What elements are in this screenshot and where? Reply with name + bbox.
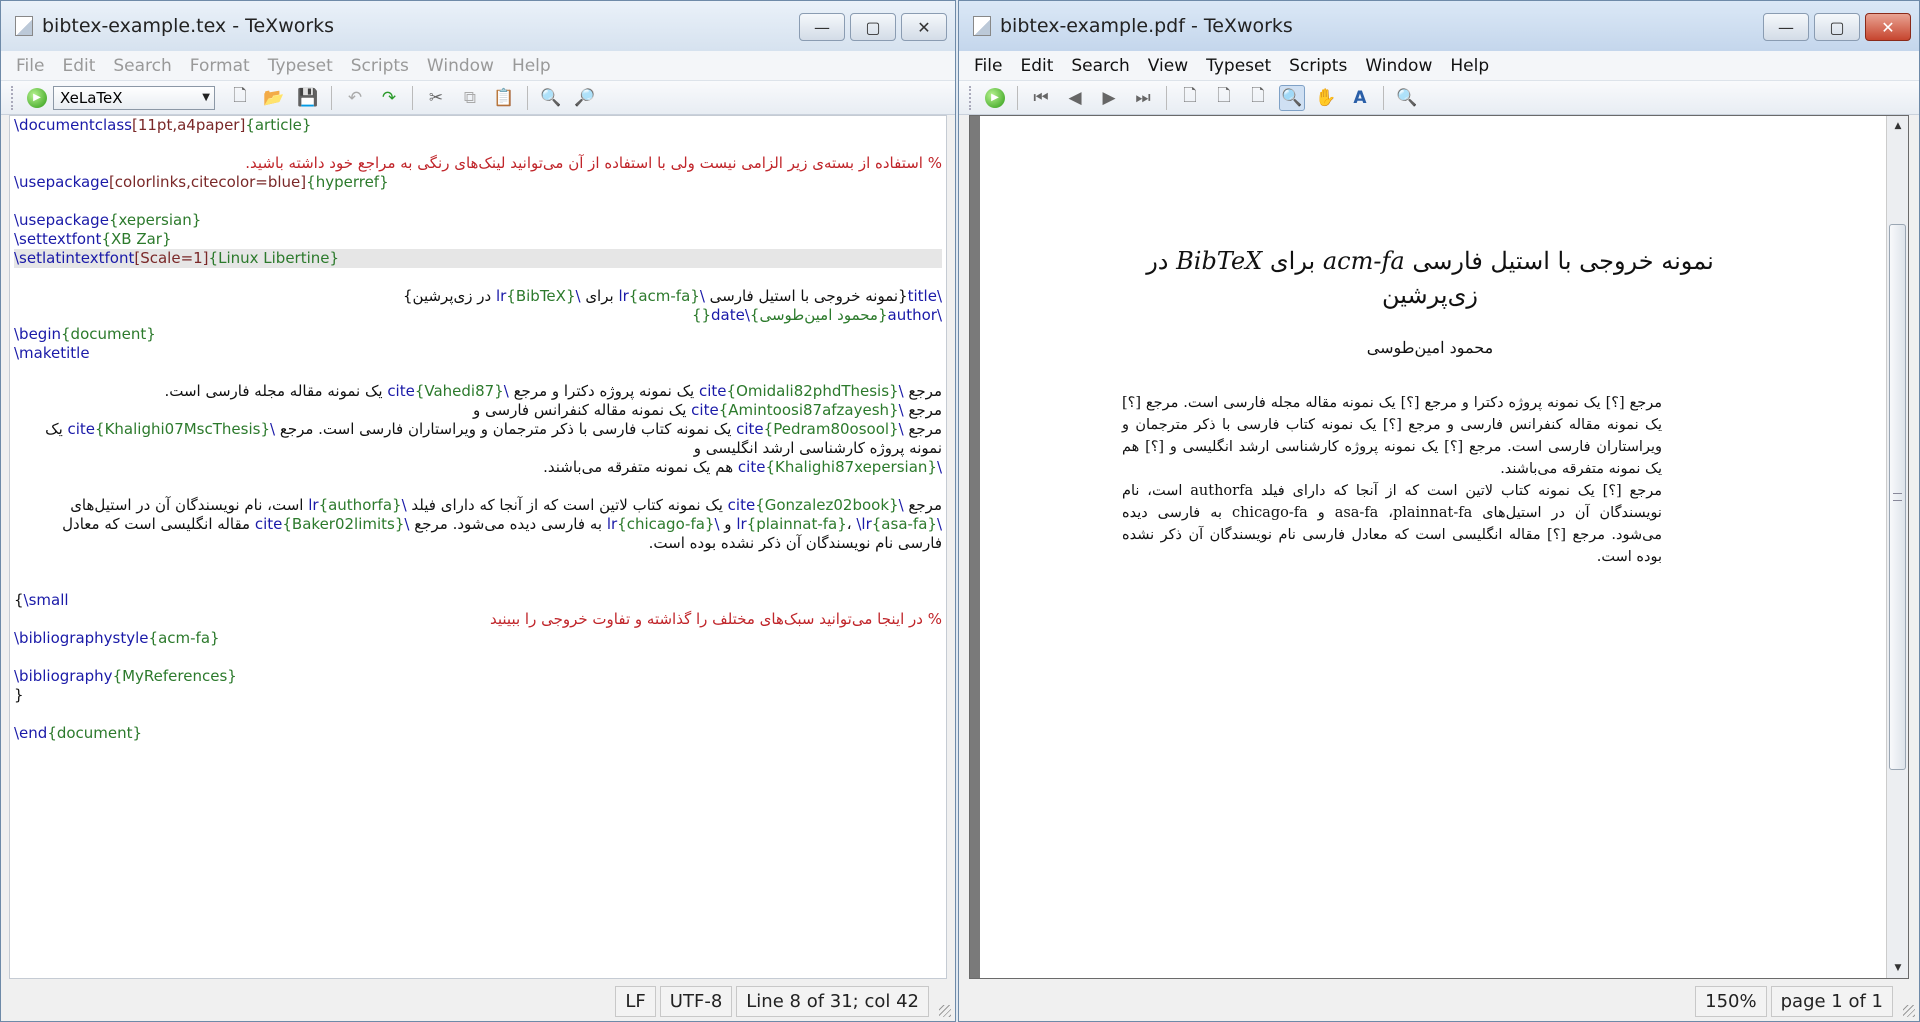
- next-page-icon[interactable]: ▶: [1102, 87, 1116, 108]
- texworks-pdf-icon: [973, 16, 991, 36]
- previous-page-icon[interactable]: ◀: [1068, 87, 1082, 108]
- source-line[interactable]: \bibliographystyle{acm-fa}: [14, 629, 220, 647]
- source-line[interactable]: \title{نمونه خروجی با استیل فارسی \lr{acm-fa} برای \lr{BibTeX} در زی‌پرشین}: [403, 287, 942, 305]
- viewer-menu-search[interactable]: Search: [1071, 55, 1130, 76]
- source-line[interactable]: \bibliography{MyReferences}: [14, 667, 237, 685]
- engine-select[interactable]: [53, 86, 215, 110]
- source-line[interactable]: مرجع \cite{Gonzalez02book} یک نمونه کتاب لاتین است که از آنجا که دارای فیلد \lr{authorfa} است، نام نویسندگان آن در استیل‌های: [70, 496, 942, 514]
- find-icon[interactable]: 🔍: [1396, 87, 1418, 108]
- source-line[interactable]: مرجع \cite{Pedram80osool} یک نمونه کتاب فارسی با ذکر مترجمان و ویراستاران فارسی است. مرجع \cite{Khalighi07MscThesis} یک: [45, 420, 942, 438]
- fit-window-icon[interactable]: 🗋: [1251, 86, 1265, 106]
- typeset-play-icon[interactable]: ▶: [985, 88, 1005, 108]
- editor-toolbar: [1, 81, 955, 115]
- source-line[interactable]: [14, 572, 942, 591]
- encoding-status[interactable]: UTF-8: [660, 986, 732, 1017]
- toolbar-separator: [412, 86, 413, 110]
- find-icon[interactable]: 🔍: [540, 87, 562, 108]
- source-line[interactable]: {\small: [14, 591, 69, 609]
- actual-size-icon[interactable]: 🗋: [1183, 86, 1197, 106]
- viewer-menu-view[interactable]: View: [1147, 55, 1189, 76]
- source-line[interactable]: \cite{Khalighi87xepersian} هم یک نمونه متفرقه می‌باشند.: [543, 458, 942, 476]
- replace-icon[interactable]: 🔎: [574, 87, 596, 108]
- editor-menubar: [1, 51, 955, 81]
- source-line[interactable]: % در اینجا می‌توانید سبک‌های مختلف را گذاشته و تفاوت خروجی را ببینید: [490, 610, 942, 628]
- source-line[interactable]: [14, 192, 942, 211]
- source-editor[interactable]: [9, 115, 947, 979]
- toolbar-separator: [1166, 86, 1167, 110]
- viewer-close-button[interactable]: ✕: [1865, 13, 1911, 41]
- toolbar-separator: [1017, 86, 1018, 110]
- source-line[interactable]: % استفاده از بسته‌ی زیر الزامی نیست ولی با استفاده از آن می‌توانید لینک‌های رنگی به مراجع خود داشته باشید.: [245, 154, 942, 172]
- scroll-down-icon[interactable]: ▼: [1894, 963, 1902, 973]
- toolbar-separator: [1383, 86, 1384, 110]
- chevron-down-icon: ▼: [202, 92, 210, 103]
- pdf-document-title: [1130, 244, 1730, 312]
- last-page-icon[interactable]: ⏭: [1135, 87, 1151, 108]
- undo-icon[interactable]: ↶: [347, 87, 363, 108]
- hand-scroll-icon[interactable]: ✋: [1315, 87, 1337, 108]
- source-line[interactable]: فارسی نام نویسندگان آن ذکر نشده بوده است.: [648, 534, 942, 552]
- pdf-title-prefix: نمونه خروجی با استیل فارسی: [1404, 247, 1714, 275]
- toolbar-separator: [527, 86, 528, 110]
- source-line[interactable]: \lr{plainnat-fa}، \lr{asa-fa} و \lr{chicago-fa} به فارسی دیده می‌شود. مرجع \cite{Baker02limits} مقاله انگلیسی است که معادل: [62, 515, 942, 533]
- source-line[interactable]: \setlatintextfont[Scale=1]{Linux Libertine}: [14, 249, 942, 268]
- editor-window-title: bibtex-example.tex - TeXworks: [42, 15, 335, 37]
- source-line[interactable]: \settextfont{XB Zar}: [14, 230, 172, 248]
- paste-icon[interactable]: 📋: [493, 87, 515, 108]
- source-line[interactable]: مرجع \cite{Omidali82phdThesis} یک نمونه پروژه دکترا و مرجع \cite{Vahedi87} یک نمونه مقاله مجله فارسی است.: [164, 382, 942, 400]
- editor-menu-typeset[interactable]: Typeset: [267, 55, 333, 76]
- line-ending-status[interactable]: LF: [615, 986, 655, 1017]
- page-number-status[interactable]: page 1 of 1: [1771, 986, 1893, 1017]
- pdf-title-suffix: در زی‌پرشین: [1146, 247, 1478, 309]
- source-line[interactable]: }: [14, 686, 24, 704]
- texworks-doc-icon: [15, 16, 33, 36]
- source-line[interactable]: \usepackage[colorlinks,citecolor=blue]{hyperref}: [14, 173, 389, 191]
- source-line[interactable]: [14, 648, 942, 667]
- pdf-title-bibtex: BibTeX: [1176, 247, 1263, 275]
- viewer-menu-window[interactable]: Window: [1365, 55, 1433, 76]
- save-icon[interactable]: 💾: [297, 87, 319, 108]
- toolbar-grip[interactable]: [969, 86, 973, 110]
- toolbar-separator: [331, 86, 332, 110]
- source-line[interactable]: \begin{document}: [14, 325, 156, 343]
- pdf-view[interactable]: [969, 115, 1909, 979]
- editor-menu-edit[interactable]: Edit: [62, 55, 96, 76]
- source-line[interactable]: [14, 363, 942, 382]
- source-line[interactable]: \usepackage{xepersian}: [14, 211, 202, 229]
- select-text-icon[interactable]: A: [1353, 87, 1367, 108]
- viewer-menu-typeset[interactable]: Typeset: [1206, 55, 1272, 76]
- viewer-window-title: bibtex-example.pdf - TeXworks: [1000, 15, 1293, 37]
- typeset-play-icon[interactable]: ▶: [27, 88, 47, 108]
- fit-width-icon[interactable]: 🗋: [1217, 86, 1231, 106]
- pdf-page[interactable]: [980, 116, 1888, 978]
- toolbar-grip[interactable]: [11, 86, 15, 110]
- resize-grip-icon[interactable]: [939, 1005, 951, 1017]
- new-file-icon[interactable]: 🗋: [233, 86, 247, 106]
- pdf-title-style: acm-fa: [1322, 247, 1405, 275]
- editor-menu-search[interactable]: Search: [113, 55, 172, 76]
- editor-menu-scripts[interactable]: Scripts: [350, 55, 409, 76]
- cursor-position-status[interactable]: Line 8 of 31; col 42: [736, 986, 929, 1017]
- viewer-titlebar[interactable]: [959, 1, 1919, 51]
- resize-grip-icon[interactable]: [1903, 1005, 1915, 1017]
- editor-window: [0, 0, 956, 1022]
- magnify-icon[interactable]: 🔍: [1279, 85, 1305, 111]
- viewer-menu-scripts[interactable]: Scripts: [1289, 55, 1348, 76]
- source-line[interactable]: مرجع \cite{Amintoosi87afzayesh} یک نمونه مقاله کنفرانس فارسی و: [473, 401, 942, 419]
- source-line[interactable]: [14, 268, 942, 287]
- pdf-title-mid: برای: [1262, 247, 1323, 275]
- editor-menu-format[interactable]: Format: [189, 55, 250, 76]
- editor-menu-window[interactable]: Window: [426, 55, 494, 76]
- pdf-body: [1122, 392, 1662, 568]
- source-line[interactable]: [14, 705, 942, 724]
- viewer-menu-help[interactable]: Help: [1450, 55, 1490, 76]
- pdf-vertical-scrollbar[interactable]: [1886, 116, 1908, 978]
- viewer-menu-file[interactable]: File: [974, 55, 1003, 76]
- scroll-up-icon[interactable]: ▲: [1894, 121, 1902, 131]
- viewer-window: [958, 0, 1920, 1022]
- editor-maximize-button[interactable]: ▢: [850, 13, 896, 41]
- source-line[interactable]: [14, 135, 942, 154]
- cut-icon[interactable]: ✂: [428, 87, 444, 108]
- editor-menu-file[interactable]: File: [16, 55, 45, 76]
- first-page-icon[interactable]: ⏮: [1033, 87, 1049, 108]
- editor-menu-help[interactable]: Help: [511, 55, 551, 76]
- pdf-paragraph: مرجع [؟] یک نمونه کتاب لاتین است که از آنجا که دارای فیلد authorfa است، نام نویسندگان آن در استیل‌های asa-fa ،plainnat-fa و chicago-fa به فارسی دیده می‌شود. مرجع [؟] مقاله انگلیسی است که معادل فارسی نام نویسندگان آن ذکر نشده بوده است.: [1122, 483, 1662, 565]
- viewer-menu-edit[interactable]: Edit: [1020, 55, 1054, 76]
- editor-close-button[interactable]: ✕: [901, 13, 947, 41]
- source-line[interactable]: نمونه پروژه کارشناسی ارشد انگلیسی و: [693, 439, 942, 457]
- editor-titlebar[interactable]: [1, 1, 955, 51]
- copy-icon[interactable]: ⧉: [463, 87, 477, 108]
- open-folder-icon[interactable]: 📂: [263, 87, 285, 108]
- scrollbar-thumb[interactable]: [1889, 224, 1906, 770]
- editor-statusbar: [1, 981, 955, 1021]
- zoom-level-status[interactable]: 150%: [1695, 986, 1766, 1017]
- source-line[interactable]: \documentclass[11pt,a4paper]{article}: [14, 116, 312, 134]
- viewer-statusbar: [959, 981, 1919, 1021]
- viewer-toolbar: [959, 81, 1919, 115]
- editor-minimize-button[interactable]: —: [799, 13, 845, 41]
- source-line[interactable]: [14, 477, 942, 496]
- source-line[interactable]: \maketitle: [14, 344, 90, 362]
- pdf-author: محمود امین‌طوسی: [1366, 338, 1494, 357]
- pdf-paragraph: مرجع [؟] یک نمونه پروژه دکترا و مرجع [؟] یک نمونه مقاله مجله فارسی است. مرجع [؟] یک نمونه مقاله کنفرانس فارسی و مرجع [؟] یک نمونه کتاب فارسی با ذکر مترجمان و ویراستاران فارسی است. مرجع [؟] یک نمونه پروژه کارشناسی ارشد انگلیسی و [؟] هم یک نمونه متفرقه می‌باشند.: [1122, 395, 1662, 477]
- viewer-minimize-button[interactable]: —: [1763, 13, 1809, 41]
- viewer-maximize-button[interactable]: ▢: [1814, 13, 1860, 41]
- source-line[interactable]: [14, 553, 942, 572]
- redo-icon[interactable]: ↷: [381, 87, 397, 108]
- engine-select-value: XeLaTeX: [60, 88, 123, 107]
- viewer-menubar: [959, 51, 1919, 81]
- source-line[interactable]: \end{document}: [14, 724, 143, 742]
- source-line[interactable]: \author{محمود امین‌طوسی}\date{}: [691, 306, 942, 324]
